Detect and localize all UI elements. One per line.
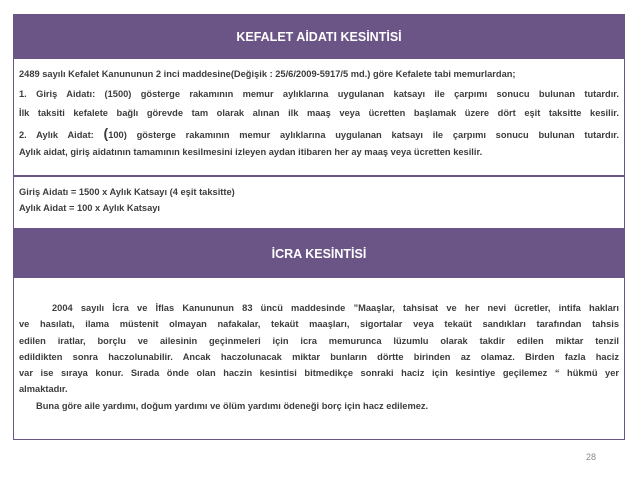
icra-line: var ise sıraya konur. Sırada önde olan haczin kesintisi bitmedikçe sonraki haciz için kesintiye geçilemez “ hükmü yer (19, 368, 619, 379)
formula-box (13, 176, 625, 229)
giris-aidati-formula: Giriş Aidatı = 1500 x Aylık Katsayı (4 eşit taksitte) (19, 187, 235, 197)
icra-description-box (13, 277, 625, 440)
kefalet-taksit-line: İlk taksiti kefalete bağlı görevde tam olarak alınan ilk maaş veya ücretten başlamak üzere dört eşit taksitte kesilir. (19, 108, 619, 118)
icra-line: ve hasılatı, ilama müstenit olmayan nafakalar, tekaüt maaşları, sigortalar veya tekaüt sandıkları tarafından tahsis (19, 319, 619, 330)
aylik-aidat-text: 100) gösterge rakamının memur aylıklarına uygulanan katsayı ile çarpımı sonucu bulunan tutardır. (108, 129, 619, 140)
aylik-aidat-label: 2. Aylık Aidat: (19, 129, 94, 140)
icra-second-paragraph: Buna göre aile yardımı, doğum yardımı ve ölüm yardımı ödeneği borç için hacz edilemez. (36, 400, 429, 411)
icra-line: 2004 sayılı İcra ve İflas Kanununun 83 üncü maddesinde ”Maaşlar, tahsisat ve her nevi ücretler, intifa hakları (52, 303, 619, 313)
aylik-aidat-formula: Aylık Aidat = 100 x Aylık Katsayı (19, 203, 160, 213)
icra-title-text: İCRA KESİNTİSİ (271, 247, 367, 261)
kefalet-intro-line: 2489 sayılı Kefalet Kanununun 2 inci maddesine(Değişik : 25/6/2009-5917/5 md.) göre Kefalete tabi memurlardan; (19, 69, 516, 79)
icra-line: edildikten sonra haczolunabilir. Ancak haczolunacak miktar bunların dörtte birinden az olamaz. Birden fazla haciz (19, 351, 619, 362)
icra-line: edilen iratlar, borçlu ve ailesinin geçinmeleri için icra memurunca lüzumlu olarak takdir edilen miktar tenzil (19, 335, 619, 346)
kefalet-aylik-kesinti-line: Aylık aidat, giriş aidatının tamamının kesilmesini izleyen aydan itibaren her ay maaş veya ücretten kesilir. (19, 147, 483, 157)
kefalet-title-text: KEFALET AİDATI KESİNTİSİ (236, 30, 402, 44)
aylik-aidat-paren: ( (103, 124, 109, 141)
kefalet-giris-aidati-line: 1. Giriş Aidatı: (1500) gösterge rakamının memur aylıklarına uygulanan katsayı ile çarpımı sonucu bulunan tutardır. (19, 88, 619, 99)
kefalet-description-box (13, 58, 625, 176)
icra-line: almaktadır. (19, 384, 68, 395)
page-number: 28 (586, 452, 597, 462)
icra-section-title (13, 229, 625, 277)
kefalet-aylik-aidat-line (19, 124, 619, 144)
kefalet-section-title (13, 14, 625, 58)
